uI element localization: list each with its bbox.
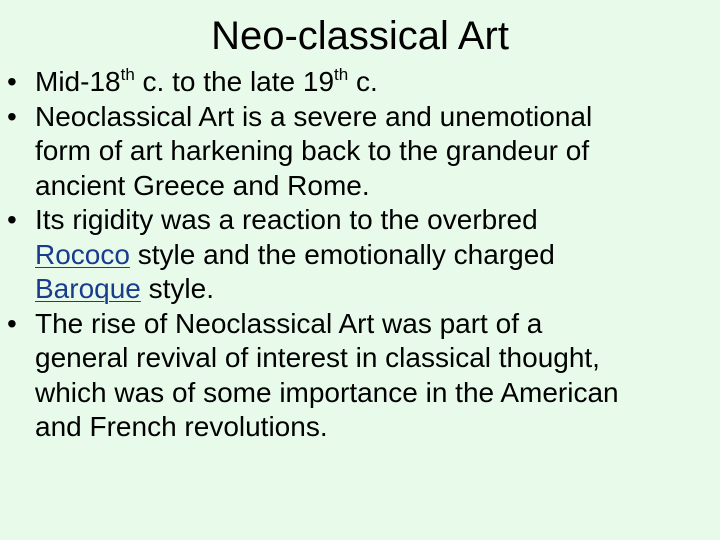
bullet-line: Neoclassical Art is a severe and unemotional <box>35 100 593 132</box>
bullet-line: Its rigidity was a reaction to the overbred <box>35 204 538 235</box>
rococo-link[interactable]: Rococo <box>35 238 130 270</box>
bullet-text: Mid-18th c. to the late 19th c. <box>35 65 378 97</box>
bullet-line: general revival of interest in classical thought, <box>35 342 600 373</box>
bullet-marker: • <box>7 204 17 235</box>
bullet-list <box>0 65 715 445</box>
bullet-line: style and the emotionally charged <box>129 238 555 270</box>
bullet-line: ancient Greece and Rome. <box>35 169 370 201</box>
bullet-marker: • <box>7 66 17 97</box>
slide-title: Neo-classical Art <box>211 14 509 58</box>
bullet-revival <box>0 307 715 445</box>
baroque-link[interactable]: Baroque <box>35 273 141 304</box>
bullet-marker: • <box>7 307 17 339</box>
bullet-line: and French revolutions. <box>35 411 328 442</box>
bullet-line: The rise of Neoclassical Art was part of a <box>35 307 543 339</box>
bullet-line: form of art harkening back to the grandeur of <box>35 135 590 166</box>
bullet-date-range <box>0 65 715 100</box>
bullet-marker: • <box>7 100 17 132</box>
ordinal-suffix: th <box>120 65 135 84</box>
ordinal-suffix: th <box>334 65 349 84</box>
bullet-line: which was of some importance in the American <box>35 376 619 408</box>
bullet-reaction <box>0 203 715 307</box>
bullet-definition <box>0 100 715 204</box>
bullet-line: style. <box>140 273 215 304</box>
